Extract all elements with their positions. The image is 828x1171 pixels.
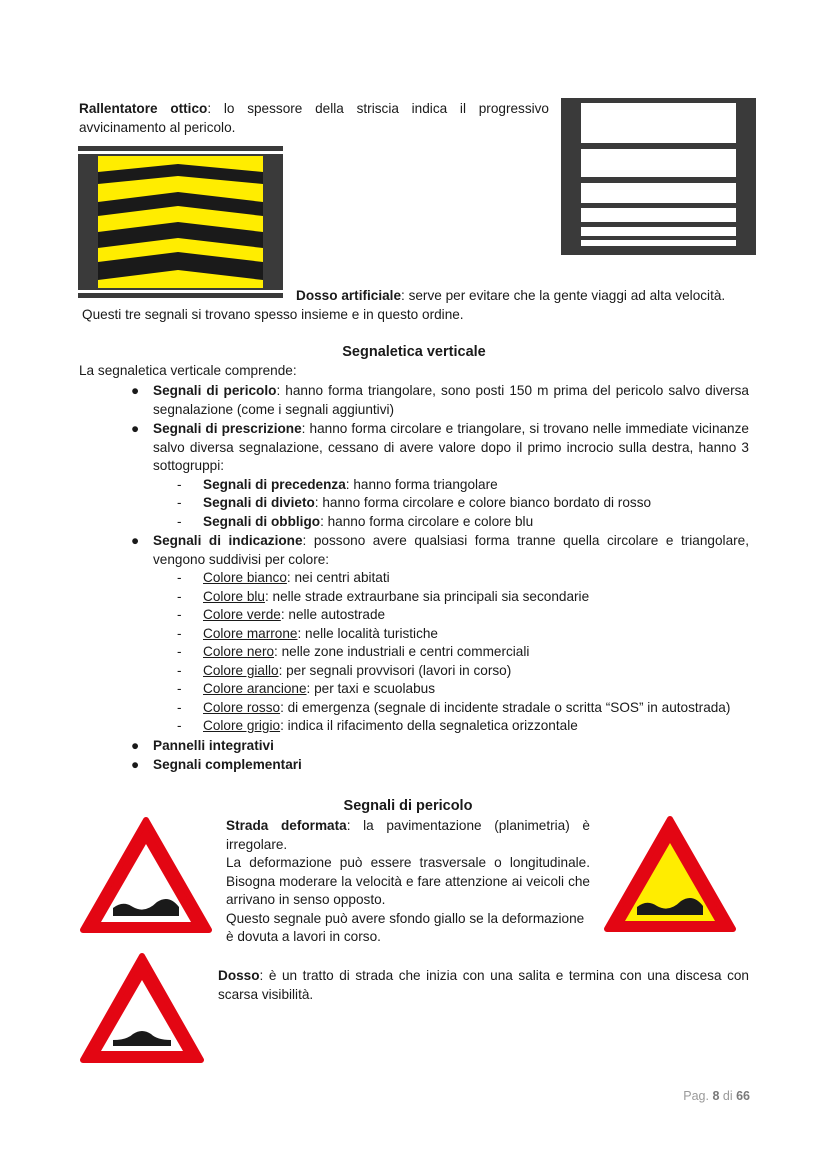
strada-deformata-lavori-sign-icon [603, 813, 737, 933]
bullet-icon: ● [131, 737, 140, 753]
list-item-indicazione [131, 532, 749, 736]
page-number: Pag. 8 di 66 [683, 1089, 750, 1103]
list-item-text: : possono avere qualsiasi forma tranne quella circolare e triangolare, vengono suddivisi per colore: [153, 533, 749, 567]
color-item: - Colore bianco: nei centri abitati [177, 570, 390, 585]
dosso-artificiale-term: Dosso artificiale [296, 288, 402, 303]
color-item: - Colore marrone: nelle località turistiche [177, 625, 438, 641]
color-item: - Colore giallo: per segnali provvisori (lavori in corso) [177, 662, 512, 678]
verticale-intro: La segnaletica verticale comprende: [79, 363, 297, 378]
color-item: - Colore blu: nelle strade extraurbane sia principali sia secondarie [177, 588, 590, 604]
bullet-icon: ● [131, 757, 140, 772]
section-heading-pericolo: Segnali di pericolo [343, 798, 473, 814]
color-item: - Colore grigio: indica il rifacimento della segnaletica orizzontale [177, 718, 578, 733]
dosso-artificiale-text: : serve per evitare che la gente viaggi ad alta velocità. [401, 288, 726, 303]
dosso-term: Dosso [218, 968, 260, 983]
list-item-term: Segnali di prescrizione [153, 421, 302, 436]
list-item-text: : hanno forma triangolare, sono posti 150 m prima del pericolo salvo diversa segnalazione (come i segnali aggiuntivi) [153, 383, 749, 417]
color-item: - Colore nero: nelle zone industriali e centri commerciali [177, 644, 530, 659]
color-item: - Colore arancione: per taxi e scuolabus [177, 681, 435, 696]
rallentatore-text: : lo spessore della striscia indica il progressivo avvicinamento al pericolo. [79, 101, 549, 135]
strada-deformata-paragraph: Strada deformata: la pavimentazione (planimetria) è irregolare. La deformazione può essere trasversale o longitudinale. Bisogna moderare la velocità e fare attenzione ai veicoli che arrivano in senso opposto. Questo segnale può avere sfondo giallo se la deformazione è dovuta a lavori in corso. [226, 818, 590, 944]
strada-deformata-sign-icon [79, 814, 213, 934]
tre-segnali-note: Questi tre segnali si trovano spesso insieme e in questo ordine. [82, 307, 464, 322]
list-item-complementari: ● Segnali complementari [153, 756, 749, 775]
list-item-term: Segnali di pericolo [153, 383, 277, 398]
bullet-icon: ● [131, 533, 140, 548]
dosso-paragraph: Dosso: è un tratto di strada che inizia con una salita e termina con una discesa con scarsa visibilità. [218, 968, 749, 1002]
bullet-icon: ● [131, 421, 140, 436]
color-item: - Colore verde: nelle autostrade [177, 607, 386, 622]
rallentatore-ottico-illustration [78, 144, 283, 300]
indicazione-color-sublist [177, 569, 749, 736]
bullet-icon: ● [131, 383, 140, 398]
color-item: - Colore rosso: di emergenza (segnale di incidente stradale o scritta “SOS” in autostrada) [177, 699, 731, 715]
list-item-pannelli: ● Pannelli integrativi [153, 737, 749, 756]
rallentatore-term: Rallentatore ottico [79, 101, 208, 116]
sublist-item: - Segnali di obbligo: hanno forma circolare e colore blu [177, 513, 534, 529]
sublist-item: - Segnali di divieto: hanno forma circolare e colore bianco bordato di rosso [177, 495, 652, 510]
dosso-artificiale-paragraph [296, 287, 748, 306]
sublist-item: - Segnali di precedenza: hanno forma triangolare [177, 476, 498, 492]
verticale-list [131, 382, 749, 775]
section-heading-verticale: Segnaletica verticale [342, 344, 486, 360]
prescrizione-sublist [177, 476, 749, 532]
list-item-prescrizione [131, 420, 749, 531]
dosso-artificiale-illustration [561, 98, 756, 255]
strada-deformata-term: Strada deformata [226, 818, 347, 833]
dosso-sign-icon [79, 950, 205, 1064]
list-item-text: : hanno forma circolare e triangolare, si trovano nelle immediate vicinanze salvo diversa segnalazione, cessano di avere valore dopo il primo incrocio sulla destra, hanno 3 sottogruppi: [153, 421, 749, 473]
list-item-pericolo [131, 382, 749, 419]
rallentatore-paragraph [79, 100, 549, 137]
list-item-term: Segnali di indicazione [153, 533, 303, 548]
